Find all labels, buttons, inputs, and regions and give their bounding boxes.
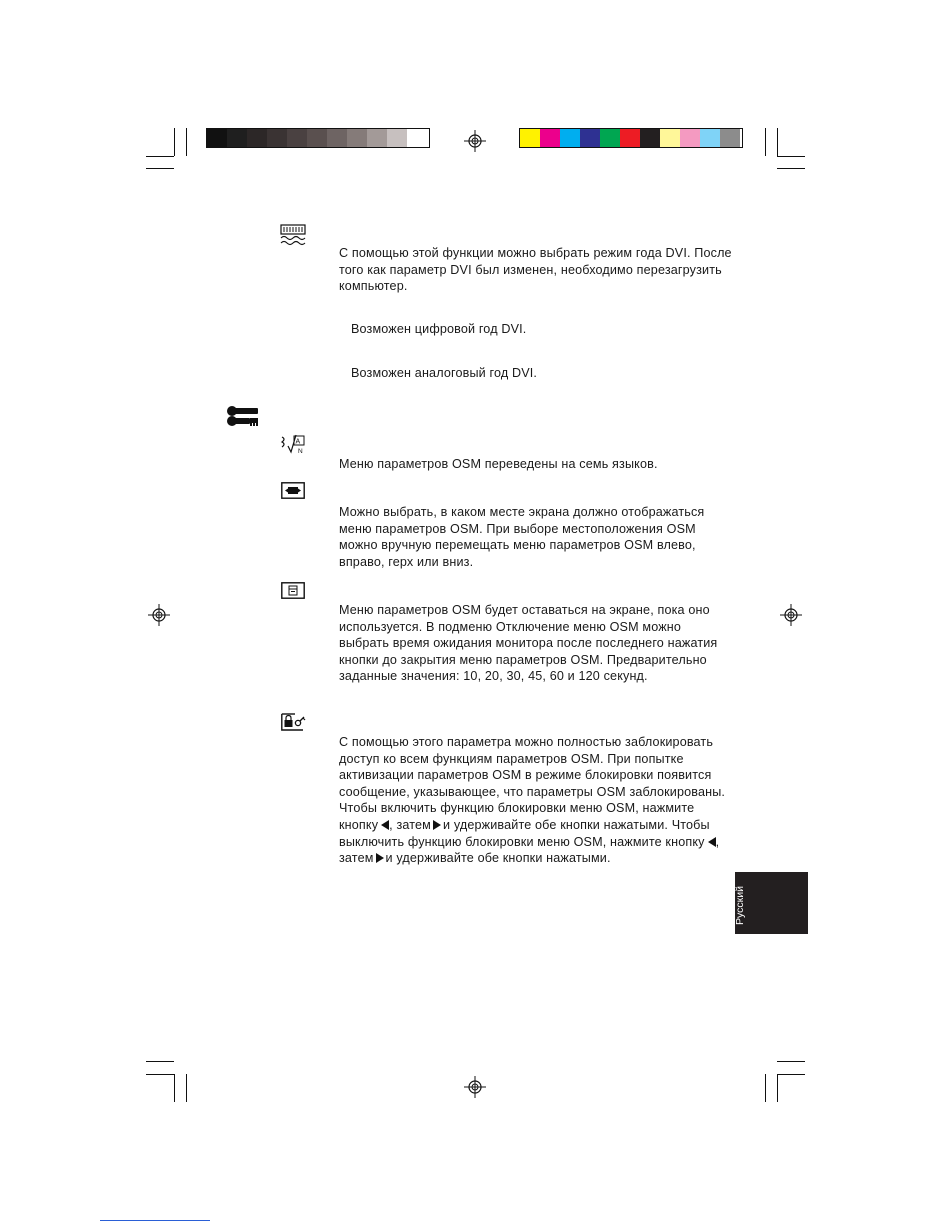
- language-side-tab-label: Русский: [734, 886, 746, 925]
- process-color-bar: [519, 128, 743, 148]
- language-side-tab: [735, 872, 808, 934]
- wrench-tools-icon: [227, 404, 259, 428]
- crop-mark: [186, 128, 187, 156]
- crop-mark: [186, 1074, 187, 1102]
- crop-mark: [777, 1061, 805, 1062]
- crop-mark: [146, 168, 174, 169]
- color-swatch: [720, 129, 740, 147]
- color-swatch: [680, 129, 700, 147]
- right-arrow-icon: [376, 853, 384, 863]
- language-description: Меню параметров OSM переведены на семь языков.: [339, 457, 658, 471]
- svg-text:A: A: [295, 438, 301, 446]
- crop-mark: [777, 156, 805, 157]
- color-swatch: [207, 129, 227, 147]
- color-swatch: [660, 129, 680, 147]
- color-swatch: [560, 129, 580, 147]
- color-swatch: [640, 129, 660, 147]
- osm-position-description: Можно выбрать, в каком месте экрана должно отображаться меню параметров OSM. При выборе местоположения OSM можно вручную перемещать меню параметров OSM влево, вправо, герх или вниз.: [339, 505, 705, 569]
- crop-mark: [777, 1074, 778, 1102]
- color-swatch: [327, 129, 347, 147]
- osm-lock-text-2: , затем: [389, 817, 431, 832]
- svg-text:N: N: [298, 448, 303, 454]
- left-arrow-icon: [381, 820, 389, 830]
- osm-position-icon: [281, 482, 305, 499]
- crop-mark: [146, 1061, 174, 1062]
- osm-lock-text-5: и удерживайте обе кнопки нажатыми.: [385, 851, 611, 866]
- color-swatch: [540, 129, 560, 147]
- osm-lock-text-4: , затем: [339, 834, 720, 866]
- crop-mark: [174, 128, 175, 156]
- left-arrow-icon: [708, 837, 716, 847]
- registration-mark-icon: [464, 1076, 486, 1098]
- color-swatch: [580, 129, 600, 147]
- dvi-digital-option: Возможен цифровой год DVI.: [351, 322, 527, 336]
- registration-mark-icon: [780, 604, 802, 626]
- color-swatch: [520, 129, 540, 147]
- color-swatch: [600, 129, 620, 147]
- crop-mark: [777, 128, 778, 156]
- color-swatch: [287, 129, 307, 147]
- registration-mark-icon: [148, 604, 170, 626]
- crop-mark: [146, 156, 174, 157]
- crop-mark: [777, 1074, 805, 1075]
- crop-mark: [174, 1074, 175, 1102]
- color-swatch: [267, 129, 287, 147]
- registration-mark-icon: [464, 130, 486, 152]
- dvi-description: С помощью этой функции можно выбрать режим года DVI. После того как параметр DVI был изменен, необходимо перезагрузить компьютер.: [339, 246, 732, 294]
- lock-key-icon: [281, 713, 307, 731]
- footer-underline: [100, 1220, 210, 1221]
- color-swatch: [700, 129, 720, 147]
- color-swatch: [387, 129, 407, 147]
- dvi-icon: [280, 224, 306, 246]
- color-swatch: [367, 129, 387, 147]
- dvi-analog-option: Возможен аналоговый год DVI.: [351, 366, 538, 380]
- osm-turn-off-description: Меню параметров OSM будет оставаться на экране, пока оно используется. В подменю Отключение меню OSM можно выбрать время ожидания монитора после последнего нажатия кнопки до закрытия меню параметров OSM. Предварительно заданные значения: 10, 20, 30, 45, 60 и 120 секунд.: [339, 603, 718, 684]
- crop-mark: [765, 1074, 766, 1102]
- color-swatch: [307, 129, 327, 147]
- grayscale-color-bar: [206, 128, 430, 148]
- crop-mark: [777, 168, 805, 169]
- crop-mark: [765, 128, 766, 156]
- osm-timer-icon: [281, 582, 305, 599]
- color-swatch: [227, 129, 247, 147]
- right-arrow-icon: [433, 820, 441, 830]
- osm-lock-text-3: и удерживайте обе кнопки нажатыми. Чтобы выключить функцию блокировки меню OSM, нажмите кнопку: [339, 817, 710, 849]
- color-swatch: [407, 129, 427, 147]
- crop-mark: [146, 1074, 174, 1075]
- osm-lock-description: [339, 734, 734, 867]
- color-swatch: [347, 129, 367, 147]
- color-swatch: [620, 129, 640, 147]
- color-swatch: [247, 129, 267, 147]
- osm-lock-text-1: С помощью этого параметра можно полностью заблокировать доступ ко всем функциям параметров OSM. При попытке активизации параметров OSM в режиме блокировки появится сообщение, указывающее, что параметры OSM заблокированы. Чтобы включить функцию блокировки меню OSM, нажмите кнопку: [339, 735, 726, 832]
- language-icon: [280, 434, 306, 454]
